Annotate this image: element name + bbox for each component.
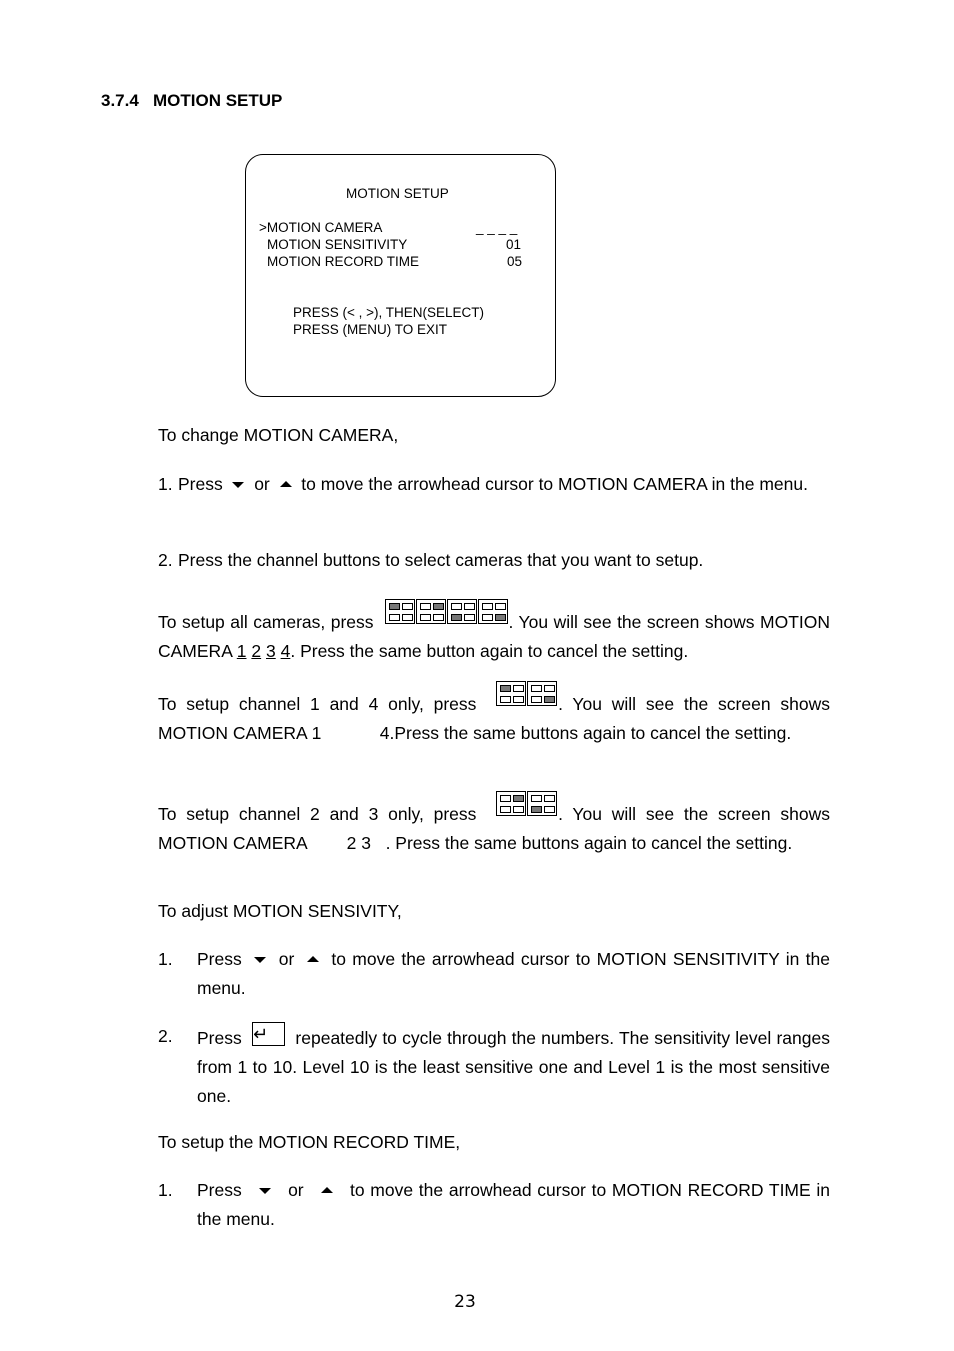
- osd-row-value: 05: [507, 254, 523, 269]
- down-arrow-icon: [259, 1188, 271, 1194]
- sensitivity-intro: To adjust MOTION SENSIVITY,: [158, 901, 402, 921]
- osd-title: MOTION SETUP: [346, 186, 449, 201]
- osd-row-label: MOTION RECORD TIME: [267, 254, 420, 269]
- sensitivity-step-2: Press ↵ repeatedly to cycle through the numbers. The sensitivity level ranges from 1 to 10. Level 10 is the least sensitive one and Level 1 is the most sensitive one.: [197, 1024, 830, 1106]
- page-number: 23: [454, 1292, 476, 1312]
- camera-step-1: Press or to move the arrowhead cursor to MOTION CAMERA in the menu.: [178, 474, 808, 494]
- up-arrow-icon: [321, 1187, 333, 1193]
- channel-button-icon: [385, 599, 415, 624]
- channel-button-icon: [496, 791, 526, 816]
- up-arrow-icon: [280, 481, 292, 487]
- channel-button-icon: [478, 599, 508, 624]
- osd-row-value: _ _ _ _: [476, 220, 518, 235]
- record-intro: To setup the MOTION RECORD TIME,: [158, 1132, 461, 1152]
- channel-button-icon: [527, 791, 557, 816]
- up-arrow-icon: [307, 956, 319, 962]
- section-heading: [101, 91, 282, 111]
- section-number: 3.7.4: [101, 91, 139, 110]
- channel-button-icon: [496, 681, 526, 706]
- osd-row-label: MOTION SENSITIVITY: [267, 237, 408, 252]
- osd-screen: [245, 154, 556, 397]
- channel-button-icon: [447, 599, 477, 624]
- osd-row-value: 01: [506, 237, 522, 252]
- down-arrow-icon: [254, 957, 266, 963]
- step-number: 2.: [158, 1026, 173, 1046]
- camera-setup-all: To setup all cameras, press . You will see the screen shows MOTION CAMERA 1 2 3 4. Press the same button again to cancel the setting.: [158, 599, 830, 666]
- step-number: 1.: [158, 474, 173, 494]
- sensitivity-step-1: Press or to move the arrowhead cursor to MOTION SENSITIVITY in the menu.: [197, 949, 830, 998]
- down-arrow-icon: [232, 482, 244, 488]
- camera-intro: To change MOTION CAMERA,: [158, 425, 399, 445]
- step-number: 1.: [158, 949, 173, 969]
- osd-row-label: >MOTION CAMERA: [259, 220, 383, 235]
- osd-hint: PRESS (< , >), THEN(SELECT): [293, 305, 485, 320]
- camera-step-2: Press the channel buttons to select cameras that you want to setup.: [178, 550, 704, 570]
- enter-key-icon: ↵: [252, 1022, 285, 1046]
- step-number: 1.: [158, 1180, 173, 1200]
- camera-setup-ch23: To setup channel 2 and 3 only, press . You will see the screen shows MOTION CAMERA 2 3 . Press the same buttons again to cancel the setting.: [158, 791, 830, 858]
- camera-setup-ch14: To setup channel 1 and 4 only, press . You will see the screen shows MOTION CAMERA 1 4.Press the same buttons again to cancel the setting.: [158, 681, 830, 748]
- step-number: 2.: [158, 550, 173, 570]
- section-title: MOTION SETUP: [152, 91, 283, 110]
- channel-button-icon: [527, 681, 557, 706]
- channel-button-icon: [416, 599, 446, 624]
- record-step-1: Press or to move the arrowhead cursor to MOTION RECORD TIME in the menu.: [197, 1180, 831, 1229]
- osd-hint: PRESS (MENU) TO EXIT: [293, 322, 448, 337]
